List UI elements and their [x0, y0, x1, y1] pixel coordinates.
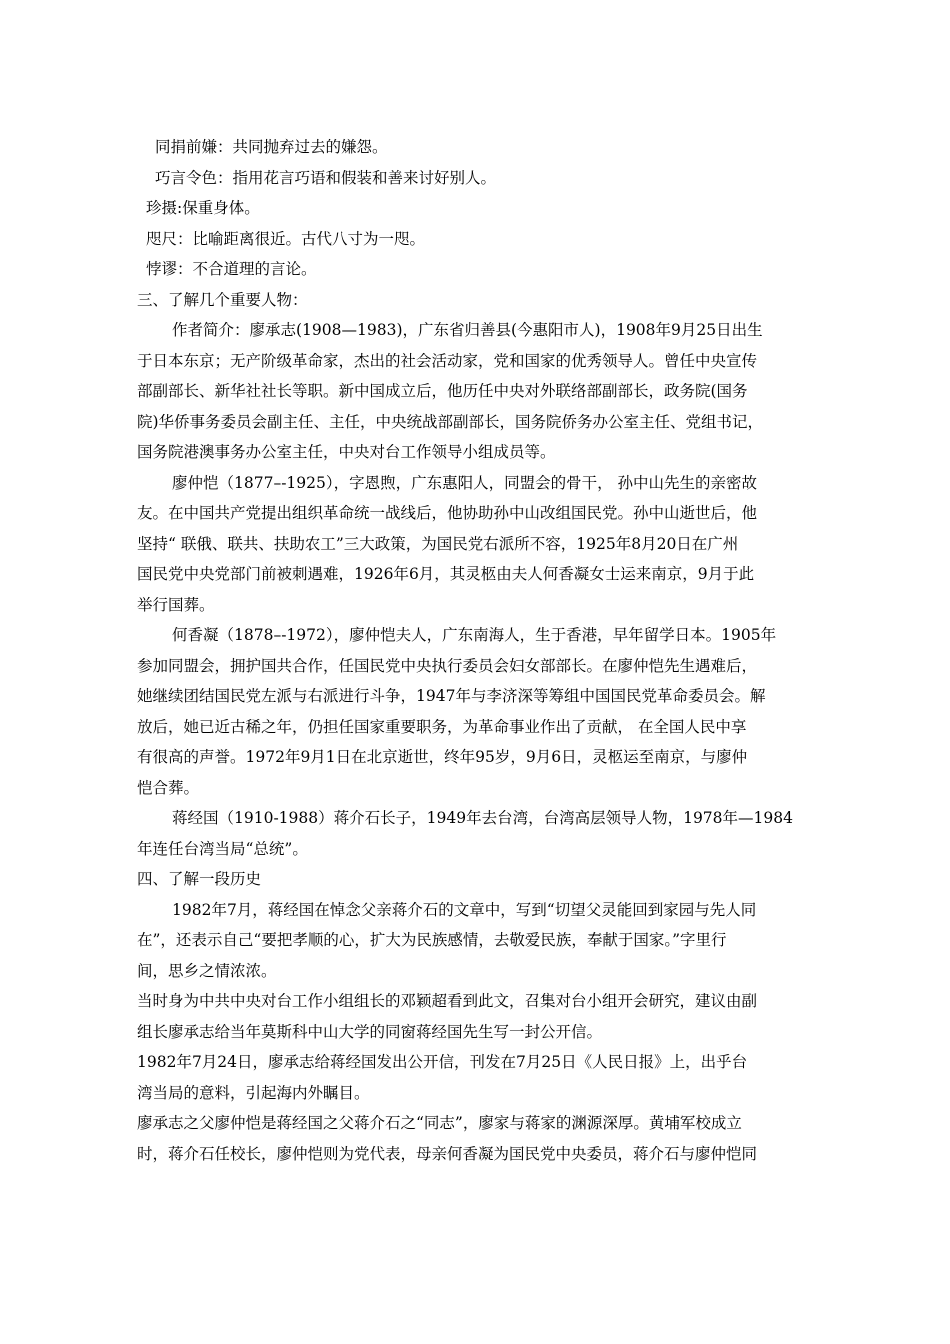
paragraph-line: 年连任台湾当局“总统”。 [137, 839, 308, 858]
paragraph-line: 恺合葬。 [137, 778, 200, 797]
paragraph-line: 1982年7月24日，廖承志给蒋经国发出公开信，刊发在7月25日《人民日报》上，出乎台 [137, 1053, 748, 1071]
vocab-item: 悖谬：不合道理的言论。 [146, 260, 317, 278]
paragraph-jiang-jingguo [137, 803, 815, 864]
paragraph-line: 友。在中国共产党提出组织革命统一战线后，他协助孙中山改组国民党。孙中山逝世后，他 [137, 504, 758, 522]
paragraph-line: 有很高的声誉。1972年9月1日在北京逝世，终年95岁，9月6日，灵柩运至南京，与廖仲 [137, 748, 748, 766]
paragraph-line: 廖仲恺（1877–-1925），字恩煦，广东惠阳人，同盟会的骨干， 孙中山先生的亲密故 [172, 473, 758, 492]
paragraph-line: 当时身为中共中央对台工作小组组长的邓颖超看到此文，召集对台小组开会研究，建议由副 [137, 992, 758, 1010]
paragraph-line: 1982年7月，蒋经国在悼念父亲蒋介石的文章中，写到“切望父灵能回到家园与先人同 [172, 900, 757, 919]
paragraph-line: 时，蒋介石任校长，廖仲恺则为党代表，母亲何香凝为国民党中央委员，蒋介石与廖仲恺同 [137, 1144, 758, 1163]
paragraph-history-1 [137, 895, 815, 987]
paragraph-line: 院)华侨事务委员会副主任、主任，中央统战部副部长，国务院侨务办公室主任、党组书记， [137, 412, 764, 431]
paragraph-he-xiangning [137, 620, 815, 803]
paragraph-history-3 [137, 1047, 815, 1108]
paragraph-liao-chengzhi [137, 315, 815, 468]
paragraph-line: 蒋经国（1910-1988）蒋介石长子，1949年去台湾，台湾高层领导人物，1978年—1984 [172, 809, 793, 827]
vocabulary-list [137, 132, 815, 285]
paragraph-line: 作者简介：廖承志(1908—1983)，广东省归善县(今惠阳市人)，1908年9月25日出生 [172, 321, 763, 339]
paragraph-line: 间，思乡之情浓浓。 [137, 961, 277, 980]
paragraph-line: 国民党中央党部门前被刺遇难，1926年6月，其灵柩由夫人何香凝女士运来南京，9月于此 [137, 565, 755, 583]
paragraph-line: 组长廖承志给当年莫斯科中山大学的同窗蒋经国先生写一封公开信。 [137, 1022, 603, 1041]
paragraph-history-4 [137, 1108, 815, 1169]
document-body [137, 132, 815, 1169]
paragraph-line: 参加同盟会，拥护国共合作，任国民党中央执行委员会妇女部部长。在廖仲恺先生遇难后， [137, 656, 758, 675]
vocab-item: 咫尺：比喻距离很近。古代八寸为一咫。 [146, 229, 426, 248]
paragraph-line: 廖承志之父廖仲恺是蒋经国之父蒋介石之“同志”，廖家与蒋家的渊源深厚。黄埔军校成立 [137, 1114, 742, 1132]
vocab-item: 同捐前嫌：共同抛弃过去的嫌怨。 [155, 138, 388, 156]
paragraph-history-2 [137, 986, 815, 1047]
section-heading-4: 四、了解一段历史 [137, 870, 262, 888]
paragraph-line: 坚持“ 联俄、联共、扶助农工”三大政策，为国民党右派所不容，1925年8月20日在广州 [137, 534, 739, 553]
paragraph-line: 她继续团结国民党左派与右派进行斗争，1947年与李济深等筹组中国国民党革命委员会。解 [137, 687, 766, 705]
vocab-item: 珍摄:保重身体。 [146, 199, 260, 217]
paragraph-line: 举行国葬。 [137, 595, 215, 614]
paragraph-line: 何香凝（1878–-1972），廖仲恺夫人，广东南海人，生于香港，早年留学日本。1905年 [172, 626, 777, 644]
paragraph-line: 湾当局的意料，引起海内外瞩目。 [137, 1083, 370, 1102]
paragraph-line: 放后，她已近古稀之年，仍担任国家重要职务，为革命事业作出了贡献， 在全国人民中享 [137, 717, 747, 736]
vocab-item: 巧言令色：指用花言巧语和假装和善来讨好别人。 [155, 168, 497, 187]
paragraph-line: 部副部长、新华社社长等职。新中国成立后，他历任中央对外联络部副部长，政务院(国务 [137, 382, 748, 400]
paragraph-liao-zhongkai [137, 468, 815, 621]
paragraph-line: 国务院港澳事务办公室主任，中央对台工作领导小组成员等。 [137, 443, 556, 461]
paragraph-line: 于日本东京；无产阶级革命家，杰出的社会活动家，党和国家的优秀领导人。曾任中央宣传 [137, 351, 758, 370]
section-heading-3: 三、了解几个重要人物： [137, 290, 308, 309]
paragraph-line: 在”，还表示自己“要把孝顺的心，扩大为民族感情，去敬爱民族，奉献于国家。”字里行 [137, 931, 727, 949]
